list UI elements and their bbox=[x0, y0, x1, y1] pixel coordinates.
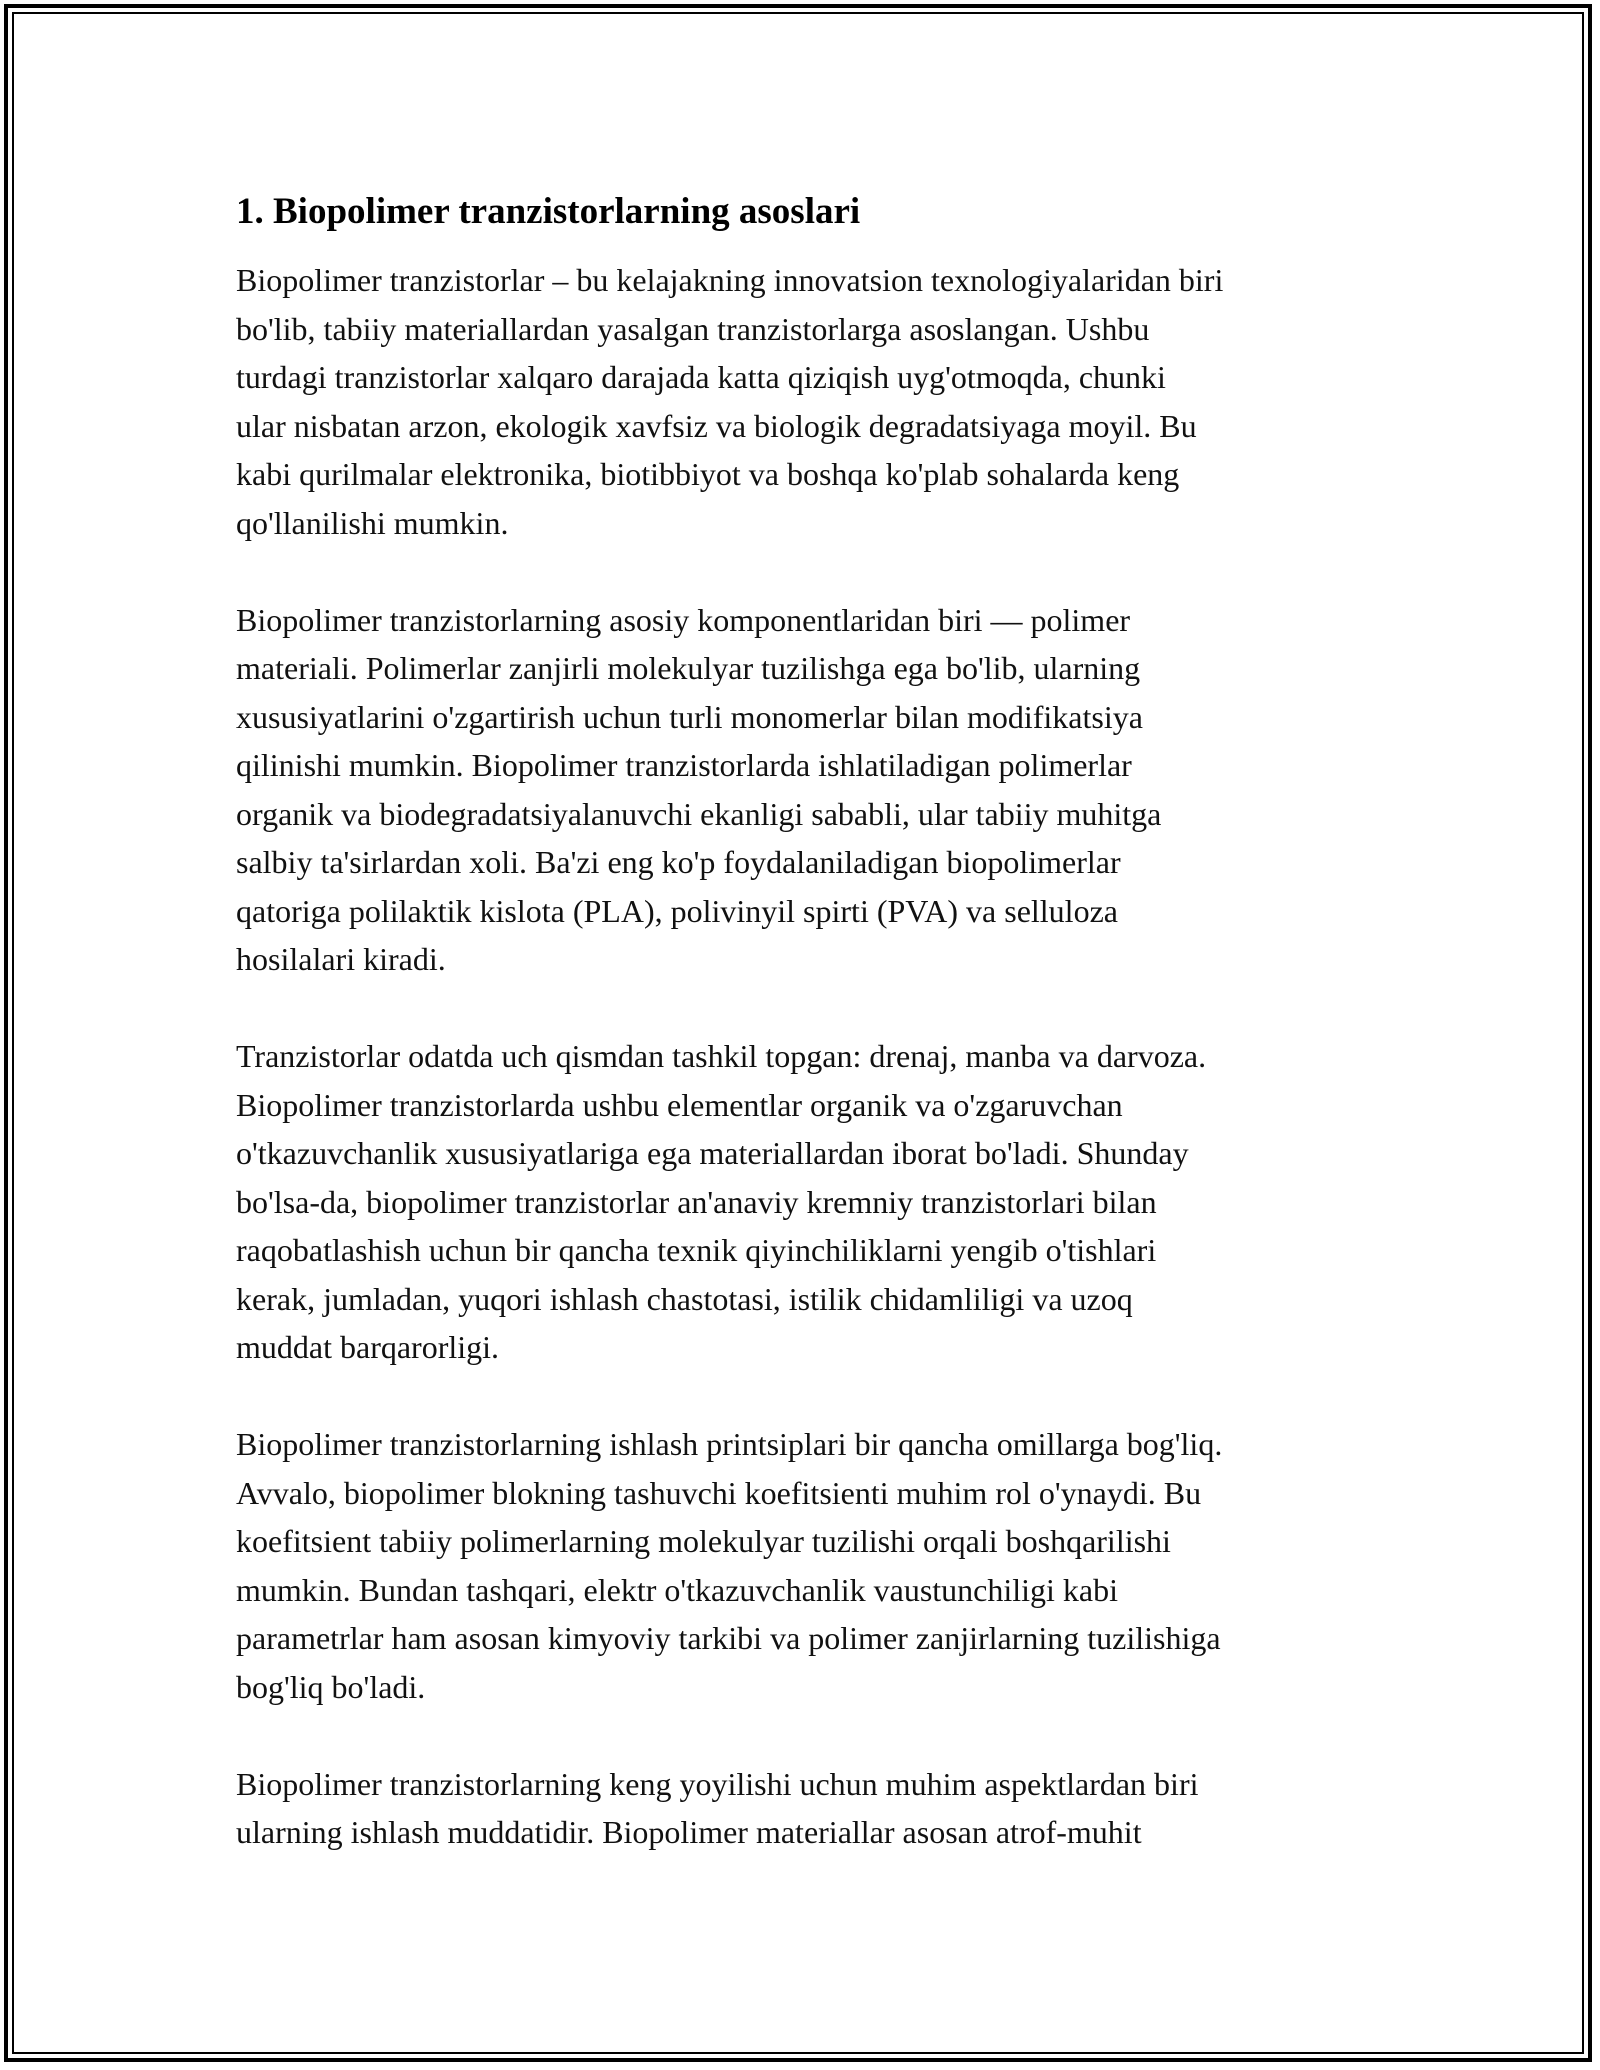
paragraph-line: xususiyatlarini o'zgartirish uchun turli monomerlar bilan modifikatsiya bbox=[236, 698, 1143, 735]
paragraph-line: organik va biodegradatsiyalanuvchi ekanligi sababli, ular tabiiy muhitga bbox=[236, 795, 1162, 832]
paragraph-list bbox=[236, 256, 1376, 1857]
paragraph-line: salbiy ta'sirlardan xoli. Ba'zi eng ko'p foydalaniladigan biopolimerlar bbox=[236, 844, 1121, 880]
paragraph bbox=[236, 596, 1376, 984]
paragraph-line: Biopolimer tranzistorlarda ushbu elementlar organik va o'zgaruvchan bbox=[236, 1086, 1123, 1123]
document-body bbox=[236, 188, 1376, 1905]
paragraph-line: mumkin. Bundan tashqari, elektr o'tkazuvchanlik vaustunchiligi kabi bbox=[236, 1571, 1119, 1608]
paragraph-line: kabi qurilmalar elektronika, biotibbiyot va boshqa ko'plab sohalarda keng bbox=[236, 456, 1180, 492]
paragraph bbox=[236, 256, 1376, 547]
paragraph-line: ular nisbatan arzon, ekologik xavfsiz va biologik degradatsiyaga moyil. Bu bbox=[236, 407, 1197, 444]
paragraph-line: koefitsient tabiiy polimerlarning molekulyar tuzilishi orqali boshqarilishi bbox=[236, 1523, 1171, 1559]
paragraph-line: Avvalo, biopolimer blokning tashuvchi koefitsienti muhim rol o'ynaydi. Bu bbox=[236, 1474, 1202, 1511]
paragraph-line: qatoriga polilaktik kislota (PLA), polivinyil spirti (PVA) va selluloza bbox=[236, 892, 1118, 929]
paragraph-line: ularning ishlash muddatidir. Biopolimer materiallar asosan atrof-muhit bbox=[236, 1814, 1142, 1850]
paragraph-line: qo'llanilishi mumkin. bbox=[236, 504, 509, 541]
paragraph-line: kerak, jumladan, yuqori ishlash chastotasi, istilik chidamliligi va uzoq bbox=[236, 1280, 1133, 1317]
paragraph-line: Biopolimer tranzistorlarning asosiy komponentlaridan biri — polimer bbox=[236, 601, 1131, 638]
paragraph-line: Biopolimer tranzistorlar – bu kelajakning innovatsion texnologiyalaridan biri bbox=[236, 262, 1224, 298]
paragraph-line: parametrlar ham asosan kimyoviy tarkibi va polimer zanjirlarning tuzilishiga bbox=[236, 1620, 1221, 1656]
paragraph-line: bog'liq bo'ladi. bbox=[236, 1668, 426, 1705]
paragraph-line: muddat barqarorligi. bbox=[236, 1329, 500, 1365]
paragraph bbox=[236, 1420, 1376, 1711]
paragraph-line: o'tkazuvchanlik xususiyatlariga ega materiallardan iborat bo'ladi. Shunday bbox=[236, 1135, 1189, 1171]
paragraph-line: hosilalari kiradi. bbox=[236, 941, 446, 977]
paragraph-line: bo'lsa-da, biopolimer tranzistorlar an'anaviy kremniy tranzistorlari bilan bbox=[236, 1183, 1157, 1220]
paragraph-line: Tranzistorlar odatda uch qismdan tashkil topgan: drenaj, manba va darvoza. bbox=[236, 1038, 1207, 1074]
paragraph-line: bo'lib, tabiiy materiallardan yasalgan tranzistorlarga asoslangan. Ushbu bbox=[236, 310, 1150, 347]
paragraph-line: Biopolimer tranzistorlarning keng yoyilishi uchun muhim aspektlardan biri bbox=[236, 1765, 1199, 1802]
paragraph-line: Biopolimer tranzistorlarning ishlash printsiplari bir qancha omillarga bog'liq. bbox=[236, 1426, 1223, 1462]
paragraph-line: turdagi tranzistorlar xalqaro darajada katta qiziqish uyg'otmoqda, chunki bbox=[236, 359, 1166, 395]
paragraph-line: qilinishi mumkin. Biopolimer tranzistorlarda ishlatiladigan polimerlar bbox=[236, 747, 1132, 783]
paragraph bbox=[236, 1032, 1376, 1372]
section-heading: 1. Biopolimer tranzistorlarning asoslari bbox=[236, 191, 861, 232]
paragraph-line: materiali. Polimerlar zanjirli molekulyar tuzilishga ega bo'lib, ularning bbox=[236, 650, 1141, 686]
paragraph bbox=[236, 1760, 1376, 1857]
paragraph-line: raqobatlashish uchun bir qancha texnik qiyinchiliklarni yengib o'tishlari bbox=[236, 1232, 1157, 1268]
